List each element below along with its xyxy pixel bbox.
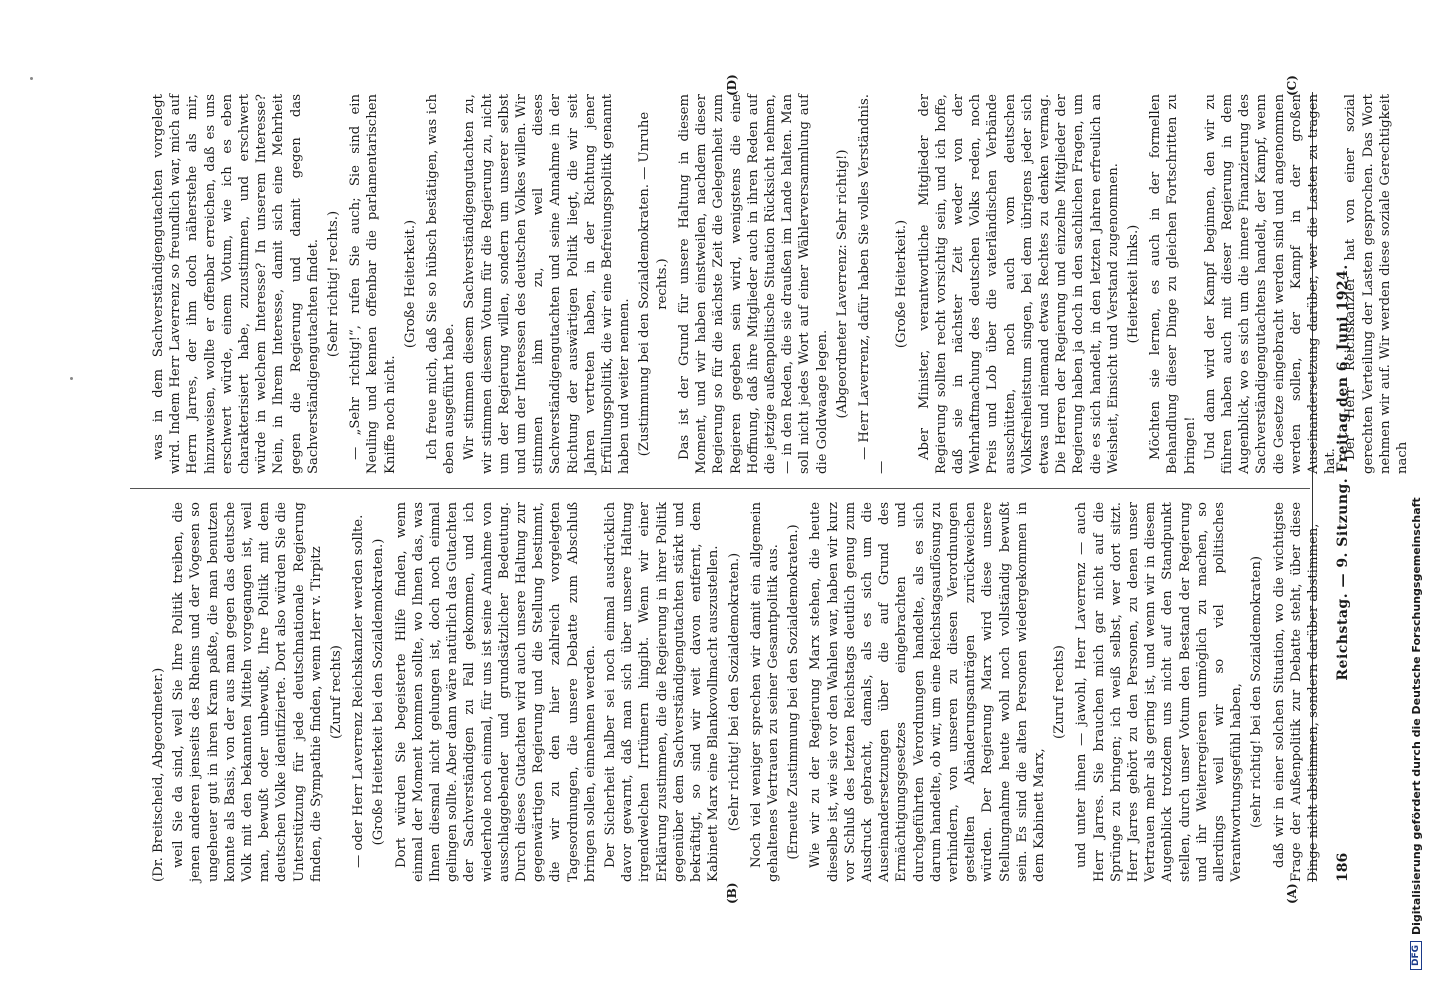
paragraph: Dort würden Sie begeisterte Hilfe finden, wenn einmal der Moment kommen sollte, wo Ihnen das, was Ihnen diesmal nicht gelungen ist, doch noch einmal gelingen sollte. Aber dann wäre natürlich das Gutachten der Sachverständigen zu Fall gekommen, und ich wiederhole noch einmal, für uns ist seine Annahme von ausschlaggebender und grundsätzlicher Bedeutung. Durch dieses Gutachten wird auch unsere Haltung zur gegenwärtigen Regierung und die Stellung bestimmt, die wir zu den hier zahlreich vorgelegten Tagesordnungen, die unsere Debatte zum Abschluß bringen sollen, einnehmen werden. bbox=[393, 502, 598, 882]
column-divider bbox=[130, 488, 1310, 489]
paragraph: — oder Herr Laverrenz Reichskanzler werden sollte. bbox=[351, 514, 367, 868]
interjection: (sehr richtig! bei den Sozialdemokraten) bbox=[1249, 556, 1265, 828]
page-number: 186 bbox=[1335, 852, 1351, 882]
paragraph: Aber Minister, verantwortliche Mitglieder der Regierung sollten recht vorsichtig sein, und ich hoffe, daß sie in nächster Zeit weder von der Wehrhaftmachung des deutschen Volks reden, noch Preis und Lob über die vaterländischen Verbände ausschütten, noch auch vom deutschen Volksfreiheitstum singen, bei dem übrigens jeder sich etwas und niemand etwas Rechtes zu denken vermag. Die Herren der Regierung und einzelne Mitglieder der Regierung haben ja doch in den sachlichen Fragen, um die es sich handelt, in den letzten Jahren erfreulich an Weisheit, Einsicht und Verstand zugenommen. bbox=[916, 94, 1121, 474]
interjection: (Abgeordneter Laverrenz: Sehr richtig!) bbox=[834, 149, 850, 419]
paragraph: Der Sicherheit halber sei noch einmal ausdrücklich davor gewarnt, daß man sich über unsere Haltung irgendwelchen Irrtümern hingibt. Wenn wir einer Erklärung zustimmen, die die Regierung in ihrer Politik gegenüber dem Sachverständigengutachten stärkt und bekräftigt, so sind wir weit davon entfernt, dem Kabinett Marx eine Blankovollmacht auszustellen. bbox=[603, 502, 722, 882]
margin-mark-c: (C) bbox=[1285, 75, 1299, 96]
paragraph: und unter ihnen — jawohl, Herr Laverrenz — auch Herr Jarres. Sie brauchen mich gar nicht auf die Sprünge zu bringen; ich weiß selbst, wer dort sitzt. Herr Jarres gehört zu den Personen, zu denen unser Vertrauen mehr als gering ist, und wenn wir in diesem Augenblick trotzdem uns nicht auf den Standpunkt stellen, durch unser Votum den Bestand der Regierung und ihr Weiterregieren unmöglich zu machen, so allerdings weil wir so viel politisches Verantwortungsgefühl haben, bbox=[1074, 502, 1245, 882]
interjection: (Zuruf rechts) bbox=[329, 645, 345, 739]
left-text-column bbox=[150, 502, 1321, 882]
dfg-logo-icon: DFG bbox=[1410, 941, 1422, 970]
interjection: (Große Heiterkeit.) bbox=[894, 219, 910, 349]
interjection: (Zuruf rechts) bbox=[1052, 645, 1068, 739]
margin-mark-a: (A) bbox=[1285, 883, 1299, 904]
paragraph: — „Sehr richtig!“, rufen Sie auch; Sie sind ein Neuling und kennen offenbar die parlamentarischen Kniffe noch nicht. bbox=[348, 94, 398, 474]
paragraph: daß wir in einer solchen Situation, wo die wichtigste Frage der Außenpolitik zur Debatte steht, über diese Dinge nicht abstimmen, sondern darüber abstimmen, bbox=[1271, 502, 1321, 882]
paragraph: Der Herr Reichskanzler hat von einer sozial gerechten Verteilung der Lasten gesprochen. Das Wort nehmen wir auf. Wir werden diese soziale Gerechtigkeit nach bbox=[1343, 94, 1411, 474]
paragraph: Das ist der Grund für unsere Haltung in diesem Moment, und wir haben einstweilen, nachdem dieser Regierung so für die nächste Zeit die Gelegenheit zum Regieren gegeben sein wird, wenigstens die eine Hoffnung, daß ihre Mitglieder auch in ihren Reden auf die jetzige außenpolitische Situation Rücksicht nehmen, — in den Reden, die sie draußen im Lande halten. Man soll nicht jedes Wort auf einer Wählerversammlung auf die Goldwaage legen. bbox=[676, 94, 830, 474]
paragraph: Wie wir zu der Regierung Marx stehen, die heute dieselbe ist, wie sie vor den Wahlen war, haben wir kurz vor Schluß des letzten Reichstags deutlich genug zum Ausdruck gebracht, damals, als es sich um die Auseinandersetzungen über die auf Grund des Ermächtigungsgesetzes eingebrachten und durchgeführten Verordnungen handelte, als es sich darum handelte, ob wir, um eine Reichstagsauflösung zu verhindern, von unseren zu diesen Verordnungen gestellten Abänderungsanträgen zurückweichen würden. Der Regierung Marx wird diese unsere Stellungnahme heute wohl noch vollständig bewußt sein. Es sind die alten Personen wiedergekommen in dem Kabinett Marx, bbox=[808, 502, 1047, 882]
interjection: (Sehr richtig! rechts.) bbox=[326, 210, 342, 358]
paragraph: Wir stimmen diesem Sachverständigengutachten zu, wir stimmen diesem Votum für die Regierung zu, nicht um der Regierung willen, sondern um unserer selbst und um der Interessen des deutschen Volkes willen. Wir stimmen ihm zu, weil dieses Sachverständigengutachten und seine Annahme in der Richtung der auswärtigen Politik liegt, die wir seit Jahren vertreten haben, in der Richtung jener Erfüllungspolitik, die wir eine Befreiungspolitik genannt haben und weiter nennen. bbox=[462, 94, 633, 474]
paragraph: — Herr Laverrenz, dafür haben Sie volles Verständnis. — bbox=[856, 94, 890, 474]
interjection: (Erneute Zustimmung bei den Sozialdemokraten.) bbox=[786, 524, 802, 860]
interjection: (Große Heiterkeit bei den Sozialdemokraten.) bbox=[371, 538, 387, 846]
scan-speck bbox=[30, 77, 33, 80]
margin-mark-b: (B) bbox=[725, 882, 739, 904]
speaker-line: (Dr. Breitscheid, Abgeordneter.) bbox=[151, 667, 166, 882]
scan-speck bbox=[70, 377, 73, 380]
paragraph: Möchten sie lernen, es auch in der formellen Behandlung dieser Dinge zu gleichen Fortschritten zu bringen! bbox=[1148, 94, 1198, 474]
margin-mark-d: (D) bbox=[725, 74, 739, 96]
page-title: Reichstag. — 9. Sitzung. Freitag den 6. Juni 1924. bbox=[1335, 264, 1351, 681]
paragraph: Ich freue mich, daß Sie so hübsch bestätigen, was ich eben ausgeführt habe. bbox=[425, 94, 458, 474]
interjection: (Sehr richtig! bei den Sozialdemokraten.) bbox=[726, 552, 742, 832]
paragraph: Und dann wird der Kampf beginnen, den wir zu führen haben auch mit dieser Regierung in dem Augenblick, wo es sich um die innere Finanzierung des Sachverständigengutachtens handelt, der Kampf, wenn die Gesetze eingebracht werden sind und angenommen werden sollen, der Kampf in der großen Auseinandersetzung darüber, wer die Lasten zu tragen hat. bbox=[1202, 94, 1339, 474]
paragraph: Noch viel weniger sprechen wir damit ein allgemein gehaltenes Vertrauen zu seiner Gesamtpolitik aus. bbox=[748, 502, 781, 882]
paragraph: weil Sie da sind, weil Sie Ihre Politik treiben, die jenen anderen jenseits des Rheins und der Vogesen so ungeheuer gut in ihren Kram paßte, die man benutzen konnte als Basis, von der aus man gegen das deutsche Volk mit den bekannten Mitteln vorgegangen ist, weil man, bewußt oder unbewußt, Ihre Politik mit dem deutschen Volke identifizierte. Dort also würden Sie die Unterstützung für jede deutschnationale Regierung finden, die Sympathie finden, wenn Herr v. Tirpitz bbox=[171, 502, 324, 882]
interjection: (Zustimmung bei den Sozialdemokraten. — Unruhe rechts.) bbox=[637, 111, 670, 457]
paragraph: was in dem Sachverständigengutachten vorgelegt wird. Indem Herr Laverrenz so freundlich war, mich auf Herrn Jarres, der ihm doch näherstehe als mir, hinzuweisen, wollte er offenbar erreichen, daß es uns erschwert würde, einem Votum, wie ich es eben charakterisiert habe, zuzustimmen, und erschwert würde in welchem Interesse? In unserem Interesse? Nein, in Ihrem Interesse, damit sich eine Mehrheit gegen die Regierung und damit gegen das Sachverständigengutachten findet. bbox=[151, 94, 321, 474]
footer-text: Digitalisierung gefördert durch die Deutsche Forschungsgemeinschaft bbox=[1409, 497, 1423, 935]
interjection: (Heiterkeit links.) bbox=[1125, 224, 1141, 344]
footer-credit bbox=[1405, 30, 1427, 970]
interjection: (Große Heiterkeit.) bbox=[402, 219, 418, 349]
